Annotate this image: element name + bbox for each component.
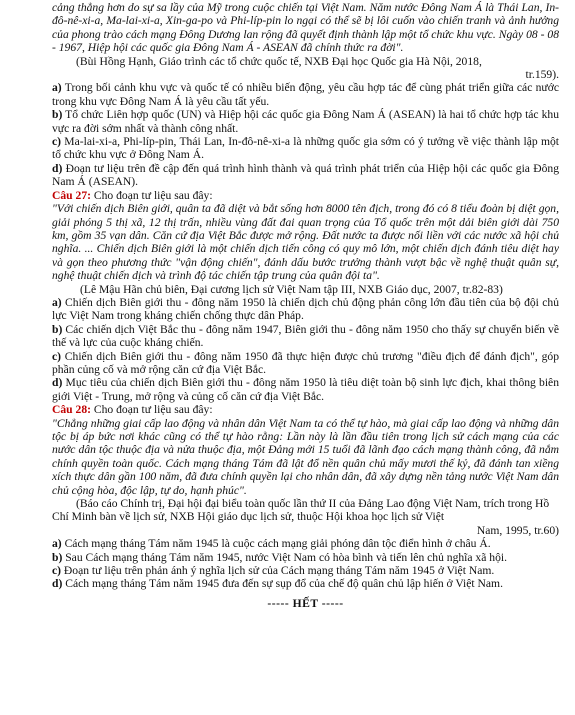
option-letter: c) <box>52 349 62 363</box>
option-letter: d) <box>52 376 63 390</box>
option-c <box>52 564 559 577</box>
option-text: Chiến dịch Biên giới thu - đông năm 1950 đã thực hiện được chủ trương "điều địch để đánh địch", góp phần củng cố và mở rộng căn cứ địa Việt Bắc. <box>52 349 559 376</box>
source-citation: (Báo cáo Chính trị, Đại hội đại biểu toàn quốc lần thứ II của Đảng Lao động Việt Nam, trích trong Hồ Chí Minh bàn về lịch sử, NXB Hội giáo dục lịch sử, thuộc Hội khoa học lịch sử Việt <box>52 497 550 524</box>
option-d <box>52 577 559 590</box>
option-letter: a) <box>52 295 62 309</box>
question-number: Câu 27: <box>52 188 91 202</box>
option-a <box>52 81 559 108</box>
option-text: Trong bối cảnh khu vực và quốc tế có nhiều biến động, yêu cầu hợp tác để cùng phát triển giữa các nước trong khu vực Đông Nam Á là yêu cầu tất yếu. <box>52 81 559 108</box>
option-text: Mục tiêu của chiến dịch Biên giới thu - đông năm 1950 là tiêu diệt toàn bộ sinh lực địch, khai thông biên giới Việt - Trung, mở rộng và củng cố căn cứ địa Việt Bắc. <box>52 376 559 403</box>
option-b <box>52 551 559 564</box>
quote-text: "Với chiến dịch Biên giới, quân ta đã diệt và bắt sống hơn 8000 tên địch, trong đó có 8 tiểu đoàn bị diệt gọn, giải phóng 5 thị xã, 12 thị trấn, nhiều vùng đất đai quan trọng của Tổ quốc trên một dải biên giới dài 750 km, gồm 35 vạn dân. Căn cứ địa Việt Bắc được mở rộng. Đất nước ta được nối liền với các nước xã hội chủ nghĩa. ... Chiến dịch Biên giới là một chiến dịch tiến công có quy mô lớn, một chiến dịch đánh tiêu diệt hay và gọn theo phương thức "vận động chiến", đánh dấu bước trưởng thành vượt bậc về nghệ thuật quân sự, nghệ thuật chiến dịch và trình độ tác chiến tập trung của quân đội ta". <box>52 202 559 283</box>
end-mark: ----- HẾT ----- <box>267 596 344 610</box>
source-citation-page: tr.159). <box>525 68 559 82</box>
source-citation: (Bùi Hồng Hạnh, Giáo trình các tổ chức quốc tế, NXB Đại học Quốc gia Hà Nội, 2018, <box>76 54 482 68</box>
option-d <box>52 376 559 403</box>
option-d <box>52 162 559 189</box>
option-letter: c) <box>52 564 62 578</box>
question-number: Câu 28: <box>52 403 91 417</box>
option-b <box>52 323 559 350</box>
option-text: Sau Cách mạng tháng Tám năm 1945, nước Việt Nam có hòa bình và tiến lên chủ nghĩa xã hội. <box>65 550 507 564</box>
option-c <box>52 135 559 162</box>
quote-text: "Chẳng những giai cấp lao động và nhân dân Việt Nam ta có thể tự hào, mà giai cấp lao động và những dân tộc bị áp bức nơi khác cũng có thể tự hào rằng: Lần này là lần đầu tiên trong lịch sử cách mạng của các nước dân tộc thuộc địa và nửa thuộc địa, một Đảng mới 15 tuổi đã lãnh đạo cách mạng thành công, đã nắm chính quyền toàn quốc. Cách mạng tháng Tám đã lật đổ nền quân chủ mấy mươi thế kỷ, đã đánh tan xiềng xích thực dân gần 100 năm, đã đưa chính quyền lại cho nhân dân, đã xây dựng nền tảng nước Việt Nam dân chủ cộng hòa, độc lập, tự do, hạnh phúc". <box>52 416 559 497</box>
question-27-header <box>52 189 559 202</box>
question-intro: Cho đoạn tư liệu sau đây: <box>93 403 213 417</box>
question-intro: Cho đoạn tư liệu sau đây: <box>93 188 213 202</box>
source-citation-page: Nam, 1995, tr.60) <box>476 523 559 537</box>
option-text: Các chiến dịch Việt Bắc thu - đông năm 1947, Biên giới thu - đông năm 1950 cho thấy sự chuyển biến về thế và lực của cuộc kháng chiến. <box>52 322 559 350</box>
option-text: Ma-lai-xi-a, Phi-líp-pin, Thái Lan, In-đô-nê-xi-a là những quốc gia sớm có ý tưởng về việc thành lập một tổ chức khu vực ở Đông Nam Á. <box>52 135 559 162</box>
option-letter: b) <box>52 550 63 564</box>
option-letter: a) <box>52 81 62 95</box>
option-text: Cách mạng tháng Tám năm 1945 là cuộc cách mạng giải phóng dân tộc điển hình ở châu Á. <box>64 537 491 551</box>
quote-text: cảng thẳng hơn do sự sa lầy của Mỹ trong cuộc chiến tại Việt Nam. Năm nước Đông Nam Á là Thái Lan, In-đô-nê-xi-a, Ma-lai-xi-a, Xin-ga-po và Phi-líp-pin lo ngại có thể sẽ bị lôi cuốn vào chiến tranh và ảnh hưởng của phong trào cách mạng Đông Dương lan rộng đã quyết định thành lập một tổ chức khu vực. Ngày 08 - 08 - 1967, Hiệp hội các quốc gia Đông Nam Á - ASEAN đã chính thức ra đời". <box>52 1 559 55</box>
option-c <box>52 350 559 377</box>
option-b <box>52 108 559 135</box>
option-text: Chiến dịch Biên giới thu - đông năm 1950 là chiến dịch chủ động phản công lớn đầu tiên của bộ đội chủ lực Việt Nam trong kháng chiến chống thực dân Pháp. <box>52 295 559 323</box>
option-letter: d) <box>52 161 63 175</box>
option-text: Đoạn tư liệu trên đề cập đến quá trình hình thành và quá trình phát triển của Hiệp hội các quốc gia Đông Nam Á (ASEAN). <box>52 161 559 189</box>
source-citation: (Lê Mậu Hãn chủ biên, Đại cương lịch sử Việt Nam tập III, NXB Giáo dục, 2007, tr.82-83) <box>80 282 503 296</box>
option-a <box>52 296 559 323</box>
option-letter: b) <box>52 322 63 336</box>
option-letter: b) <box>52 108 63 122</box>
option-letter: d) <box>52 577 63 591</box>
option-a <box>52 537 559 550</box>
option-letter: a) <box>52 537 62 551</box>
question-28-header <box>52 403 559 416</box>
option-letter: c) <box>52 135 62 149</box>
option-text: Đoạn tư liệu trên phản ánh ý nghĩa lịch sử của Cách mạng tháng Tám năm 1945 ở Việt Nam. <box>63 564 495 578</box>
option-text: Tổ chức Liên hợp quốc (UN) và Hiệp hội các quốc gia Đông Nam Á (ASEAN) là hai tổ chức hợp tác khu vực ra đời sớm nhất và thành công nhất. <box>52 108 559 135</box>
option-text: Cách mạng tháng Tám năm 1945 đưa đến sự sụp đổ của chế độ quân chủ lập hiến ở Việt Nam. <box>65 577 503 591</box>
